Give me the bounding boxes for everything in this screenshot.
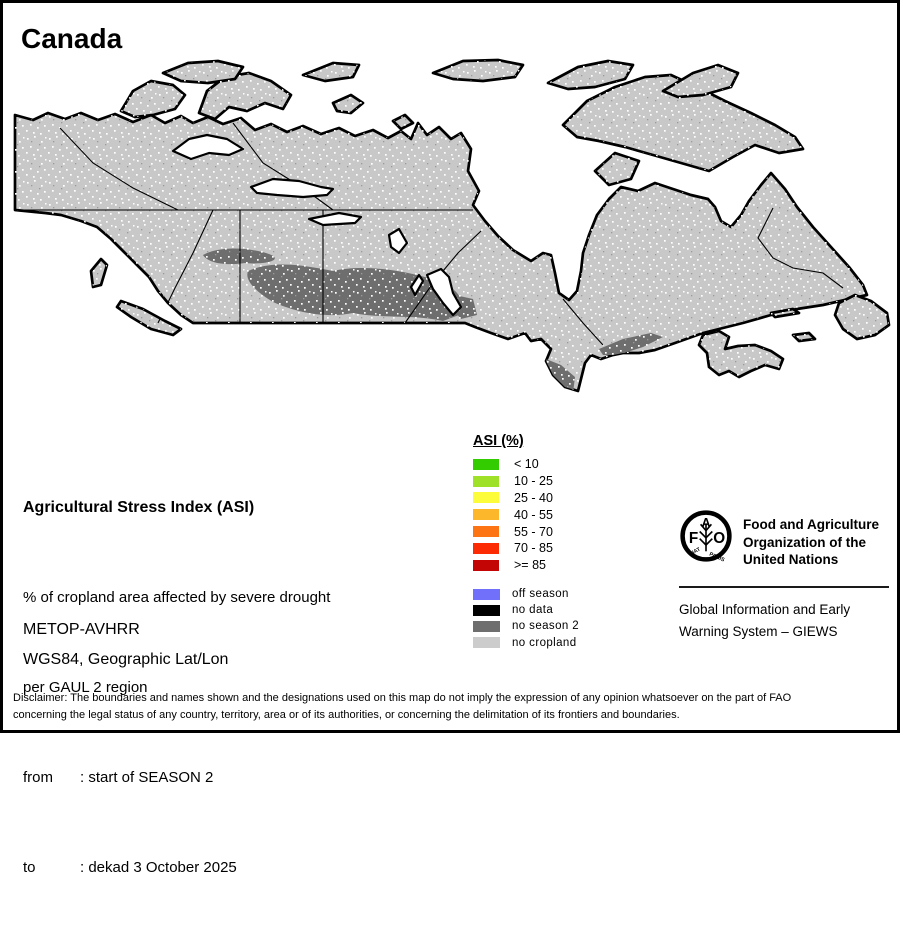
fao-letter-f: F	[688, 530, 699, 548]
legend-row	[473, 557, 553, 574]
from-label: from	[23, 769, 53, 786]
legend-label: no season 2	[512, 620, 580, 633]
legend-swatch-lt10	[473, 459, 499, 470]
legend-row	[473, 635, 579, 651]
legend-swatch-no-cropland	[473, 637, 500, 648]
legend-label: off season	[512, 588, 569, 601]
status-legend	[473, 586, 579, 651]
legend-row	[473, 540, 553, 557]
legend-label: no data	[512, 604, 554, 617]
legend-label: no cropland	[512, 636, 577, 649]
legend-swatch-ge85	[473, 560, 499, 571]
legend-row	[473, 602, 579, 618]
asi-color-legend	[473, 433, 553, 574]
from-value: : start of SEASON 2	[80, 769, 214, 786]
legend-label: < 10	[514, 457, 539, 472]
legend-swatch-off-season	[473, 589, 500, 600]
giews-line2: Warning System – GIEWS	[679, 623, 838, 639]
legend-swatch-25-40	[473, 492, 499, 503]
legend-row	[473, 456, 553, 473]
legend-row	[473, 618, 579, 634]
legend-swatch-no-season2	[473, 621, 500, 632]
legend-swatch-no-data	[473, 605, 500, 616]
fao-letter-o: O	[713, 530, 726, 548]
disclaimer	[13, 690, 893, 724]
legend-swatch-55-70	[473, 526, 499, 537]
legend-row	[473, 586, 579, 602]
legend-label: 40 - 55	[514, 507, 553, 522]
disclaimer-line2: concerning the legal status of any country, territory, area or of its authorities, or concerning the delimitation of its frontiers and boundaries.	[13, 709, 680, 722]
fao-motto-panis: PANIS	[708, 551, 726, 564]
fao-org-name	[743, 509, 879, 569]
disclaimer-line1: Disclaimer: The boundaries and names shown and the designations used on this map do not imply the expression of any opinion whatsoever on the part of FAO	[13, 692, 792, 704]
period-to	[23, 853, 330, 883]
projection-info: WGS84, Geographic Lat/Lon	[23, 651, 229, 668]
land-texture	[11, 58, 895, 426]
period-from	[23, 763, 330, 793]
giews-line1: Global Information and Early	[679, 602, 851, 617]
legend-swatch-10-25	[473, 476, 499, 487]
fao-org-line2: Organization of the	[743, 534, 866, 550]
asi-subline-1: % of cropland area affected by severe drought	[23, 589, 331, 606]
fao-logo-icon	[679, 509, 733, 563]
fao-block	[679, 509, 891, 569]
legend-swatch-70-85	[473, 543, 499, 554]
asi-legend-title: ASI (%)	[473, 433, 524, 449]
asi-heading: Agricultural Stress Index (ASI)	[23, 499, 255, 516]
legend-label: 10 - 25	[514, 474, 553, 489]
fao-org-line1: Food and Agriculture	[743, 517, 879, 532]
fao-org-line3: United Nations	[743, 552, 839, 568]
fao-motto-fiat: FIAT	[688, 546, 702, 558]
to-label: to	[23, 859, 36, 876]
legend-row	[473, 506, 553, 523]
legend-label: 25 - 40	[514, 490, 553, 505]
sensor-name: METOP-AVHRR	[23, 621, 140, 638]
page-title: Canada	[21, 23, 123, 54]
legend-label: >= 85	[514, 558, 546, 573]
legend-label: 55 - 70	[514, 524, 553, 539]
fao-letter-a: A	[701, 516, 711, 530]
legend-label: 70 - 85	[514, 541, 553, 556]
giews-caption	[679, 599, 850, 642]
asi-subline-2: per GAUL 2 region	[23, 679, 148, 696]
legend-swatch-40-55	[473, 509, 499, 520]
to-value: : dekad 3 October 2025	[80, 859, 237, 876]
legend-row	[473, 523, 553, 540]
legend-row	[473, 490, 553, 507]
legend-row	[473, 473, 553, 490]
fao-divider	[679, 586, 889, 588]
map-description	[23, 433, 330, 943]
